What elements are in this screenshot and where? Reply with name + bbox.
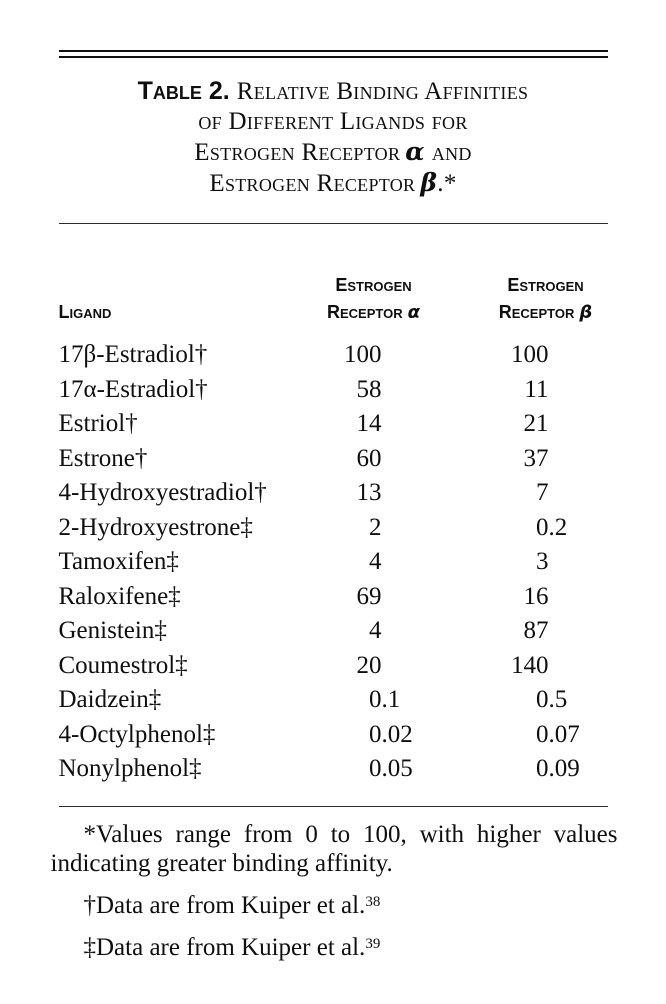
alpha-value: 14 — [356, 410, 382, 437]
title-line-2: of Different Ligands for — [198, 108, 468, 135]
alpha-value-frac — [382, 442, 466, 477]
table-row — [59, 338, 608, 373]
table-row — [59, 718, 608, 753]
beta-value-frac: .5 — [548, 686, 568, 713]
beta-value-frac — [549, 614, 608, 649]
table-title — [59, 76, 608, 199]
title-line-4-end: .* — [437, 170, 457, 197]
table-header — [59, 266, 608, 326]
table-row — [59, 442, 608, 477]
table-row — [59, 545, 608, 580]
header-beta-line-2: Receptor β — [498, 302, 593, 323]
title-separator-rule — [59, 223, 608, 224]
alpha-value: 60 — [356, 444, 382, 472]
alpha-value: 0 — [369, 755, 382, 782]
alpha-value: 58 — [356, 375, 382, 403]
table-row — [59, 407, 608, 442]
beta-value-frac — [549, 476, 608, 511]
beta-value: 3 — [536, 548, 549, 575]
footnote-asterisk — [51, 820, 618, 878]
footnotes — [51, 820, 618, 962]
alpha-value-frac: .05 — [381, 755, 413, 782]
beta-value: 0 — [536, 755, 549, 782]
ligand-name: Estrone† — [58, 444, 148, 472]
alpha-value: 0 — [369, 686, 382, 713]
ligand-name: 2-Hydroxyestrone‡ — [58, 513, 253, 541]
beta-value: 100 — [511, 341, 549, 368]
beta-value-frac — [549, 338, 608, 373]
table-row — [59, 752, 608, 787]
beta-value: 16 — [523, 582, 549, 610]
ligand-name: Genistein‡ — [58, 617, 167, 644]
header-alpha-line-2: Receptor α — [327, 302, 420, 323]
beta-value-frac: .09 — [548, 755, 580, 782]
alpha-value: 4 — [369, 617, 382, 644]
alpha-value-frac — [382, 580, 466, 615]
beta-value-frac — [549, 407, 608, 442]
ligand-name: 4-Hydroxyestradiol† — [58, 479, 267, 506]
alpha-symbol: α — [405, 137, 425, 166]
ligand-name: Estriol† — [58, 410, 138, 437]
reference-number: 39 — [365, 935, 381, 952]
alpha-value-frac — [382, 338, 466, 373]
ligand-name: 4-Octylphenol‡ — [58, 720, 216, 748]
table-row — [59, 511, 608, 546]
beta-value: 11 — [524, 375, 549, 403]
alpha-value-frac: .1 — [381, 686, 401, 713]
alpha-value: 2 — [369, 513, 382, 541]
footnote-dagger: †Data are from Kuiper et al.$^{38}$ — [83, 891, 381, 919]
beta-value-frac: .2 — [548, 513, 568, 541]
bottom-rule — [59, 806, 608, 807]
beta-value: 0 — [536, 720, 549, 748]
beta-value: 0 — [536, 686, 549, 713]
table-row — [59, 614, 608, 649]
title-line-1 — [59, 76, 608, 107]
ligand-name: Raloxifene‡ — [58, 582, 181, 610]
title-line-1-text: Relative Binding Affinities — [236, 78, 529, 105]
alpha-value-frac — [382, 545, 466, 580]
table-number-label: Table 2. — [137, 77, 230, 105]
ligand-name: Nonylphenol‡ — [58, 755, 202, 782]
ligand-name: Daidzein‡ — [58, 686, 162, 713]
table-row — [59, 476, 608, 511]
footnote-asterisk-line-1: *Values range from 0 to 100, with higher values — [83, 820, 618, 848]
title-line-3-text: Estrogen Receptor — [194, 139, 401, 166]
beta-value-frac — [549, 649, 608, 684]
table-body — [59, 338, 608, 787]
title-line-4-text: Estrogen Receptor — [209, 170, 416, 197]
beta-value: 37 — [523, 444, 549, 472]
beta-symbol: β — [579, 302, 593, 323]
alpha-value-frac — [382, 476, 466, 511]
reference-number: 38 — [365, 893, 381, 910]
alpha-value-frac — [382, 407, 466, 442]
ligand-name: Tamoxifen‡ — [58, 548, 179, 575]
alpha-value: 100 — [344, 341, 382, 368]
ligand-name: Coumestrol‡ — [58, 651, 188, 679]
column-header-ligand: Ligand — [58, 302, 112, 322]
top-double-rule — [59, 50, 608, 58]
header-alpha-line-1: Estrogen — [335, 275, 412, 295]
beta-value-frac — [549, 545, 608, 580]
footnote-double-dagger: ‡Data are from Kuiper et al.$^{39}$ — [83, 933, 381, 961]
alpha-value-frac — [382, 373, 466, 408]
beta-value: 0 — [536, 513, 549, 541]
table-row — [59, 373, 608, 408]
beta-value: 21 — [523, 410, 549, 437]
title-line-3-end: and — [431, 139, 472, 166]
alpha-symbol: α — [407, 302, 420, 323]
alpha-value: 13 — [356, 479, 382, 506]
header-beta-line-1: Estrogen — [507, 275, 584, 295]
table-row — [59, 580, 608, 615]
table-sheet — [50, 50, 618, 962]
ligand-name: 17β-Estradiol† — [58, 341, 208, 368]
beta-value-frac — [549, 373, 608, 408]
ligand-name: 17α-Estradiol† — [58, 375, 208, 403]
alpha-value-frac — [382, 511, 466, 546]
beta-value-frac: .07 — [548, 720, 580, 748]
beta-value: 7 — [536, 479, 549, 506]
column-header-receptor-beta — [466, 272, 626, 326]
table-row — [59, 683, 608, 718]
beta-symbol: β — [420, 168, 438, 197]
column-header-receptor-alpha — [294, 272, 454, 326]
footnote-asterisk-line-2: indicating greater binding affinity. — [50, 849, 393, 877]
table-row — [59, 649, 608, 684]
alpha-value: 20 — [356, 651, 382, 679]
alpha-value: 0 — [369, 720, 382, 748]
alpha-value-frac — [382, 614, 466, 649]
alpha-value: 69 — [356, 582, 382, 610]
beta-value: 87 — [523, 617, 549, 644]
beta-value: 140 — [511, 651, 549, 679]
beta-value-frac — [549, 580, 608, 615]
alpha-value: 4 — [369, 548, 382, 575]
beta-value-frac — [549, 442, 608, 477]
title-line-3 — [59, 137, 608, 168]
alpha-value-frac — [382, 649, 466, 684]
alpha-value-frac: .02 — [381, 720, 413, 748]
title-line-4 — [59, 168, 608, 199]
